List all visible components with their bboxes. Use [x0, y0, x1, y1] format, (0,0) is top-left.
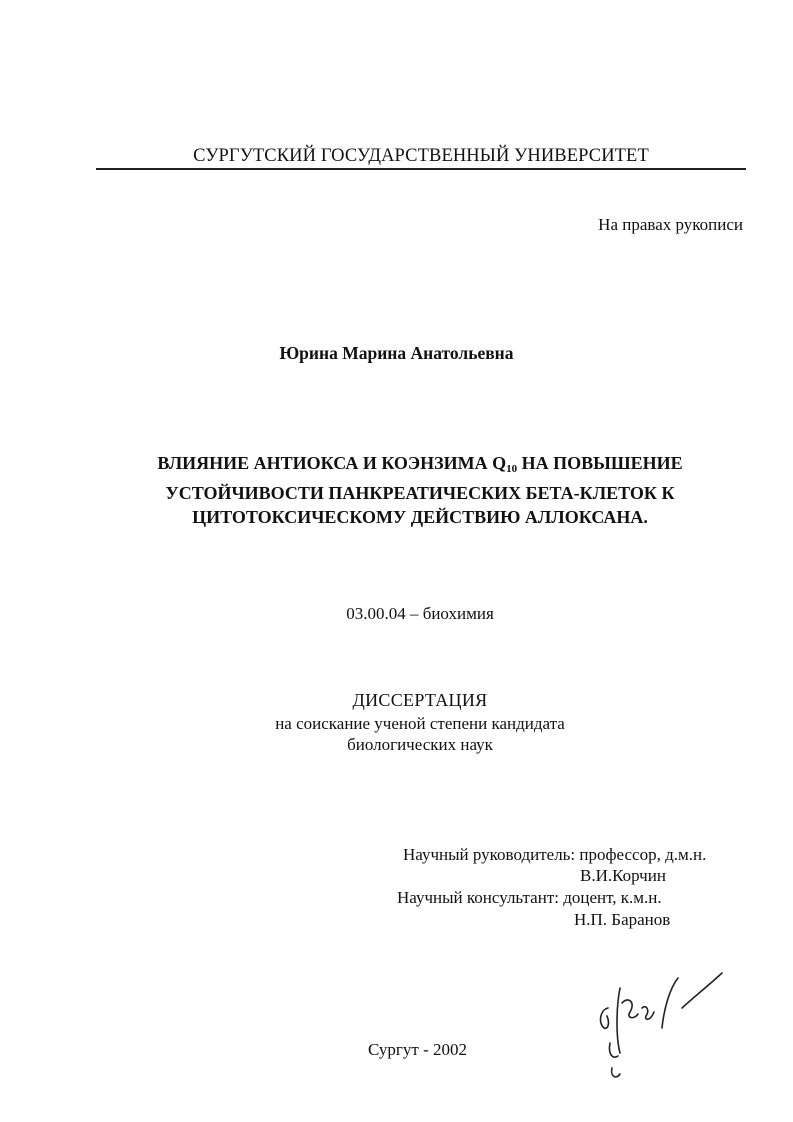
header-rule: [96, 168, 746, 170]
title-line-1-main: ВЛИЯНИЕ АНТИОКСА И КОЭНЗИМА Q: [157, 453, 507, 473]
supervisor-name: В.И.Корчин: [580, 866, 666, 885]
dissertation-title: [60, 451, 780, 529]
dissertation-label: ДИССЕРТАЦИЯ: [352, 690, 488, 710]
place-and-year: Сургут - 2002: [368, 1040, 467, 1059]
title-subscript: 10: [506, 463, 518, 475]
university-name: СУРГУТСКИЙ ГОСУДАРСТВЕННЫЙ УНИВЕРСИТЕТ: [193, 146, 649, 166]
consultant-name: Н.П. Баранов: [574, 910, 671, 929]
degree-line-2: биологических наук: [347, 735, 493, 754]
title-line-3: ЦИТОТОКСИЧЕСКОМУ ДЕЙСТВИЮ АЛЛОКСАНА.: [192, 507, 648, 527]
supervisor-label: Научный руководитель: профессор, д.м.н.: [403, 845, 707, 864]
author-name: Юрина Марина Анатольевна: [279, 343, 514, 363]
specialty-code: 03.00.04 – биохимия: [346, 604, 494, 623]
handwritten-signature: [590, 968, 730, 1083]
rights-note: На правах рукописи: [598, 215, 743, 234]
consultant-label: Научный консультант: доцент, к.м.н.: [397, 888, 662, 907]
title-line-1-rest: НА ПОВЫШЕНИЕ: [517, 453, 683, 473]
degree-line-1: на соискание ученой степени кандидата: [275, 714, 565, 733]
title-line-1: [60, 451, 780, 481]
title-line-2: УСТОЙЧИВОСТИ ПАНКРЕАТИЧЕСКИХ БЕТА-КЛЕТОК К: [165, 483, 675, 503]
signature-strokes: [590, 968, 730, 1083]
